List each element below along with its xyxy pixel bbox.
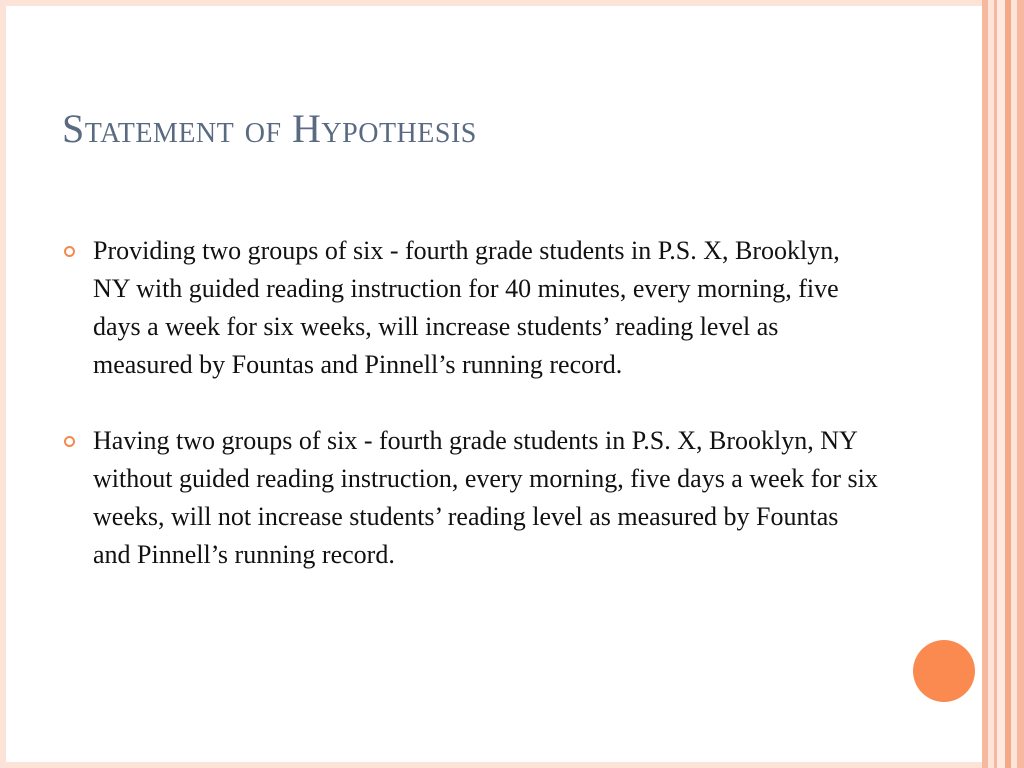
bullet-text: Having two groups of six - fourth grade students in P.S. X, Brooklyn, NY without guided reading instruction, every morning, five days a week for six weeks, will not increase students’ reading level as measured by Fountas and Pinnell’s running record. <box>93 426 878 569</box>
bullet-circle-icon <box>64 436 75 447</box>
slide-title: Statement of Hypothesis <box>62 106 477 151</box>
frame-bottom-border <box>0 762 982 768</box>
bullet-circle-icon <box>64 246 75 257</box>
bullet-item <box>62 232 882 384</box>
decorative-orange-circle-icon <box>913 640 975 702</box>
right-stripe <box>997 0 1005 768</box>
bullet-item <box>62 422 882 574</box>
frame-left-border <box>0 0 6 768</box>
bullet-list <box>62 232 882 574</box>
frame-top-border <box>0 0 982 6</box>
right-stripe <box>1017 0 1024 768</box>
bullet-text: Providing two groups of six - fourth grade students in P.S. X, Brooklyn, NY with guided reading instruction for 40 minutes, every morning, five days a week for six weeks, will increase students’ reading level as measured by Fountas and Pinnell’s running record. <box>93 236 840 379</box>
